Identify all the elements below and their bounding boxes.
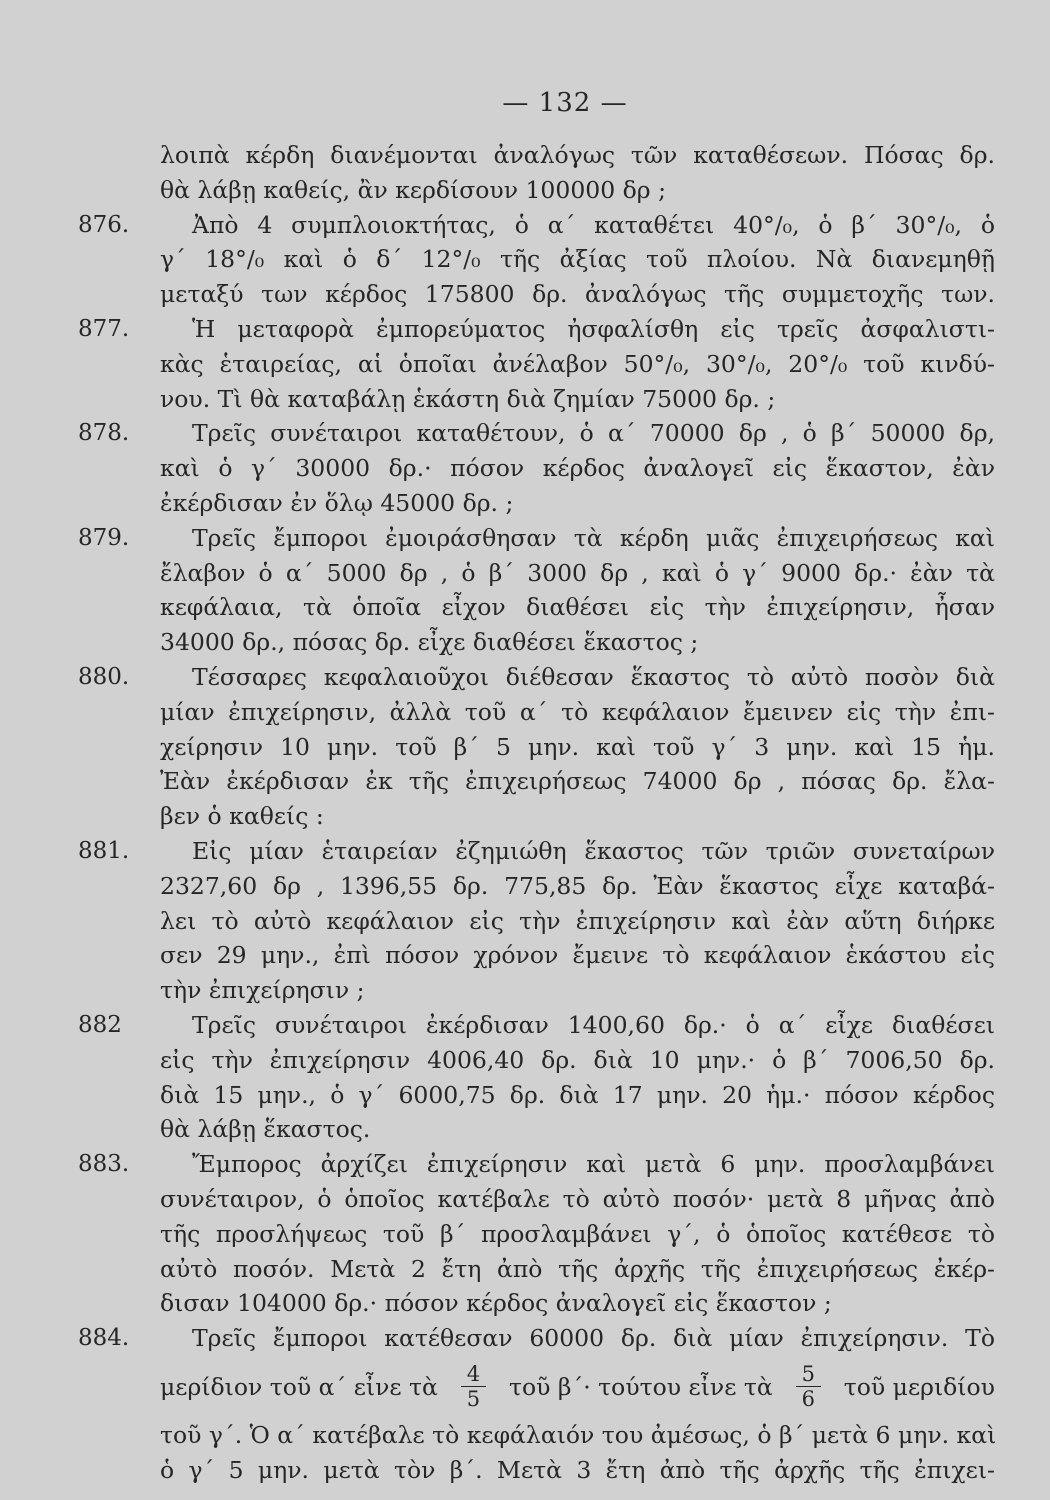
problem-876 (60, 208, 995, 312)
problem-number: 884. (78, 1325, 130, 1352)
text-line: μίαν ἐπιχείρησιν, ἀλλὰ τοῦ α΄ τὸ κεφάλαιον ἔμεινεν εἰς τὴν ἐπι- (160, 697, 995, 726)
problem-884 (60, 1321, 995, 1487)
text-line: τῆς προσλήψεως τοῦ β΄ προσλαμβάνει γ΄, ὁ ὁποῖος κατέθεσε τὸ (160, 1219, 995, 1248)
text-line: σεν 29 μην., ἐπὶ πόσον χρόνον ἔμεινε τὸ κεφάλαιον ἑκάστου εἰς (160, 941, 995, 970)
text-line: Τρεῖς συνέταιροι ἐκέρδισαν 1400,60 δρ.· ὁ α΄ εἶχε διαθέσει (192, 1010, 995, 1039)
text-line: μεταξύ των κέρδος 175800 δρ. ἀναλόγως τῆς συμμετοχῆς των. (160, 280, 995, 309)
text-line: χείρησιν 10 μην. τοῦ β΄ 5 μην. καὶ τοῦ γ΄ 3 μην. καὶ 15 ἡμ. (160, 732, 995, 761)
fraction-denominator: 6 (801, 1387, 815, 1412)
problem-number: 879. (78, 524, 130, 551)
text-line: βεν ὁ καθείς : (160, 802, 324, 831)
text-line: Ἐὰν ἐκέρδισαν ἐκ τῆς ἐπιχειρήσεως 74000 δρ , πόσας δρ. ἔλα- (160, 767, 995, 796)
text-line: ἔλαβον ὁ α΄ 5000 δρ , ὁ β΄ 3000 δρ , καὶ ὁ γ΄ 9000 δρ.· ἐὰν τὰ (160, 558, 995, 587)
text-line: τοῦ γ΄. Ὁ α΄ κατέβαλε τὸ κεφάλαιόν του ἀμέσως, ὁ β΄ μετὰ 6 μην. καὶ (160, 1420, 997, 1449)
text-line: καὶ ὁ γ΄ 30000 δρ.· πόσον κέρδος ἀναλογεῖ εἰς ἕκαστον, ἐὰν (160, 454, 995, 483)
text-line: δισαν 104000 δρ.· πόσον κέρδος ἀναλογεῖ εἰς ἕκαστον ; (160, 1289, 832, 1318)
text-line: γ΄ 18°/₀ καὶ ὁ δ΄ 12°/₀ τῆς ἀξίας τοῦ πλοίου. Νὰ διανεμηθῇ (160, 245, 995, 274)
problem-883 (60, 1147, 995, 1321)
fraction-numerator: 4 (461, 1362, 486, 1387)
text-line: εἰς τὴν ἐπιχείρησιν 4006,40 δρ. διὰ 10 μην.· ὁ β΄ 7006,50 δρ. (160, 1045, 995, 1074)
text-line: συνέταιρον, ὁ ὁποῖος κατέβαλε τὸ αὐτὸ ποσόν· μετὰ 8 μῆνας ἀπὸ (160, 1184, 995, 1213)
text-line: Ἀπὸ 4 συμπλοιοκτήτας, ὁ α΄ καταθέτει 40°/₀, ὁ β΄ 30°/₀, ὁ (192, 210, 995, 239)
fraction-five-sixths (796, 1362, 821, 1411)
text-line: λοιπὰ κέρδη διανέμονται ἀναλόγως τῶν καταθέσεων. Πόσας δρ. (160, 141, 995, 169)
text-line: Εἰς μίαν ἑταιρείαν ἐζημιώθη ἕκαστος τῶν τριῶν συνεταίρων (192, 836, 995, 865)
problem-number: 881. (78, 837, 130, 864)
text-line: Τέσσαρες κεφαλαιοῦχοι διέθεσαν ἕκαστος τὸ αὐτὸ ποσὸν διὰ (192, 662, 995, 691)
problem-877 (60, 312, 995, 416)
text-line: κὰς ἑταιρείας, αἱ ὁποῖαι ἀνέλαβον 50°/₀, 30°/₀, 20°/₀ τοῦ κινδύ- (160, 349, 995, 378)
text-line: νου. Τὶ θὰ καταβάλῃ ἑκάστη διὰ ζημίαν 75000 δρ. ; (160, 384, 776, 413)
text-line: Τρεῖς ἔμποροι ἐμοιράσθησαν τὰ κέρδη μιᾶς ἐπιχειρήσεως καὶ (192, 523, 995, 552)
problem-number: 876. (78, 211, 130, 238)
page-number: — 132 — (502, 88, 628, 118)
text-line: Ἡ μεταφορὰ ἐμπορεύματος ἠσφαλίσθη εἰς τρεῖς ἀσφαλιστι- (192, 314, 995, 343)
problem-number: 883. (78, 1151, 130, 1178)
problem-number: 880. (78, 663, 130, 690)
fraction-text-line (160, 1356, 995, 1418)
problem-881 (60, 834, 995, 1008)
fraction-four-fifths (461, 1362, 486, 1411)
continuation-paragraph (60, 138, 995, 208)
problem-879 (60, 521, 995, 660)
text-line: Ἔμπορος ἀρχίζει ἐπιχείρησιν καὶ μετὰ 6 μην. προσλαμβάνει (192, 1150, 995, 1179)
text-segment: μερίδιον τοῦ α΄ εἶνε τὰ (160, 1372, 438, 1401)
text-line: 34000 δρ., πόσας δρ. εἶχε διαθέσει ἕκαστος ; (160, 628, 699, 657)
text-segment: τοῦ β΄· τούτου εἶνε τὰ (509, 1372, 773, 1401)
text-line: Τρεῖς συνέταιροι καταθέτουν, ὁ α΄ 70000 δρ , ὁ β΄ 50000 δρ, (192, 419, 995, 448)
problem-880 (60, 660, 995, 834)
text-segment: τοῦ μεριδίου (843, 1372, 995, 1401)
text-line: ὁ γ΄ 5 μην. μετὰ τὸν β΄. Μετὰ 3 ἔτη ἀπὸ τῆς ἀρχῆς τῆς ἐπιχει- (160, 1455, 995, 1484)
text-line: θὰ λάβῃ ἕκαστος. (160, 1115, 371, 1144)
fraction-denominator: 5 (466, 1387, 481, 1412)
problem-number: 878. (78, 420, 130, 447)
text-line: κεφάλαια, τὰ ὁποῖα εἶχον διαθέσει εἰς τὴν ἐπιχείρησιν, ἦσαν (160, 593, 995, 622)
problem-882 (60, 1008, 995, 1147)
text-line: θὰ λάβῃ καθείς, ἂν κερδίσουν 100000 δρ ; (160, 175, 667, 204)
problem-number: 877. (78, 315, 130, 342)
text-line: διὰ 15 μην., ὁ γ΄ 6000,75 δρ. διὰ 17 μην. 20 ἡμ.· πόσον κέρδος (160, 1080, 995, 1109)
text-line: 2327,60 δρ , 1396,55 δρ. 775,85 δρ. Ἐὰν ἕκαστος εἶχε καταβά- (160, 871, 995, 900)
problem-number: 882 (78, 1011, 122, 1038)
text-line: τὴν ἐπιχείρησιν ; (160, 976, 365, 1005)
text-line: ἐκέρδισαν ἐν ὅλῳ 45000 δρ. ; (160, 488, 514, 517)
text-line: λει τὸ αὐτὸ κεφάλαιον εἰς τὴν ἐπιχείρησιν καὶ ἐὰν αὕτη διήρκε (160, 906, 995, 935)
problem-878 (60, 416, 995, 520)
fraction-numerator: 5 (796, 1362, 821, 1387)
text-line: Τρεῖς ἔμποροι κατέθεσαν 60000 δρ. διὰ μίαν ἐπιχείρησιν. Τὸ (192, 1324, 995, 1353)
exercise-text (60, 138, 995, 1487)
text-line: αὐτὸ ποσόν. Μετὰ 2 ἔτη ἀπὸ τῆς ἀρχῆς τῆς ἐπιχειρήσεως ἐκέρ- (160, 1254, 995, 1283)
